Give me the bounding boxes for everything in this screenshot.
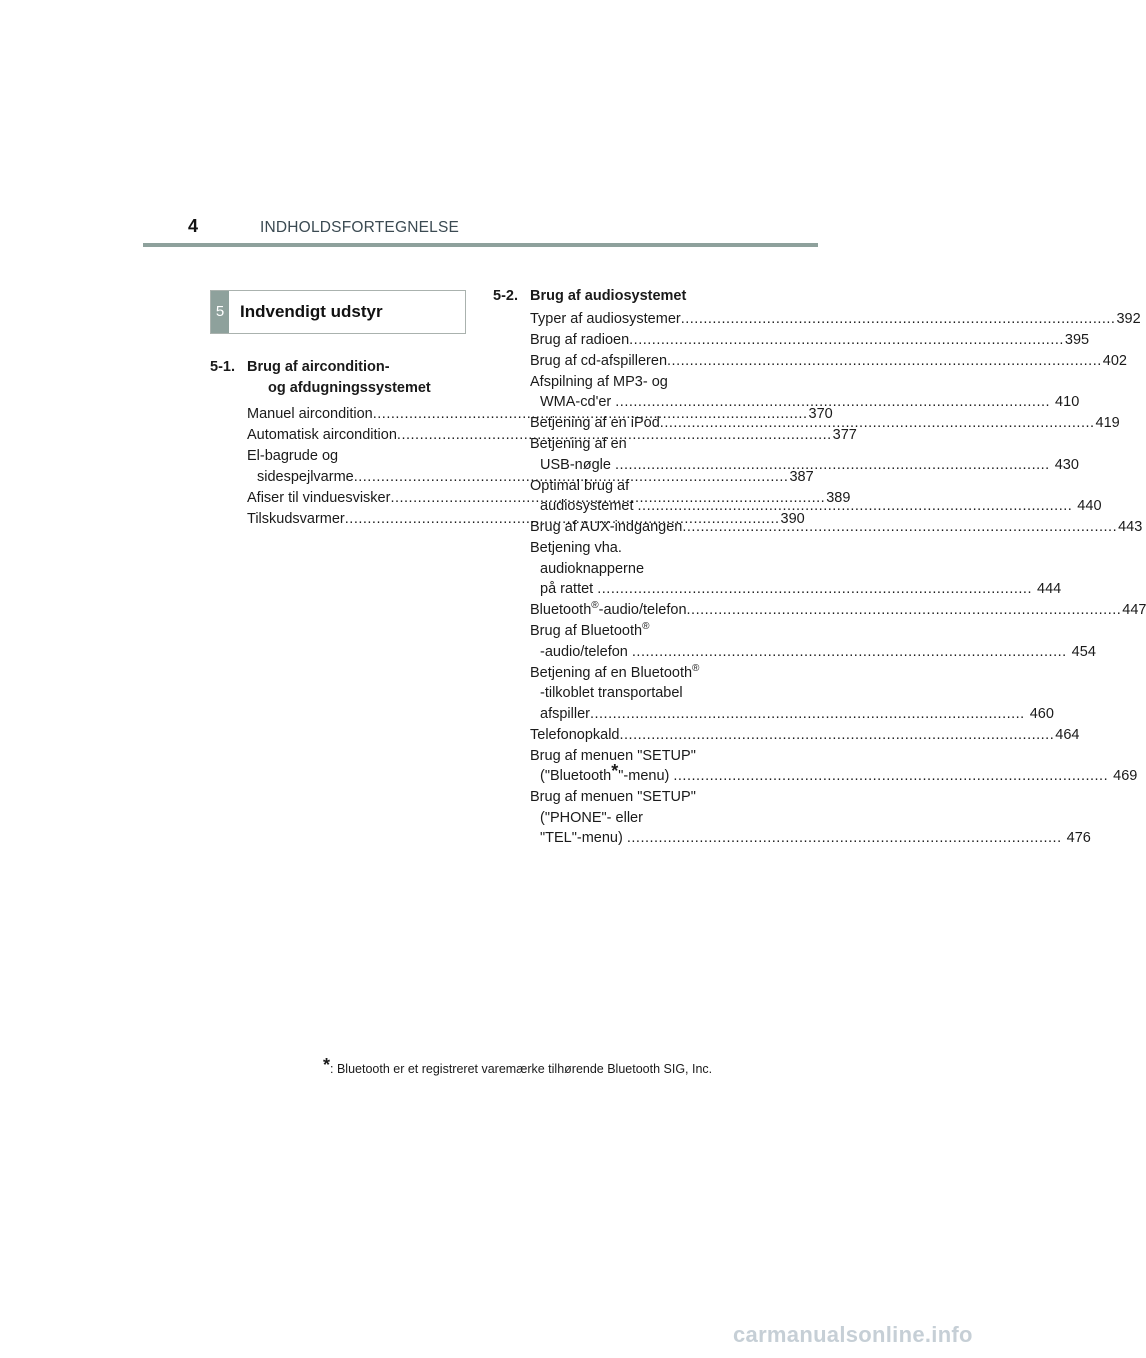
subsection-heading[interactable] [210,357,460,398]
toc-entry-text: Manuel aircondition [247,406,373,422]
toc-entry-text: Telefonopkald [530,726,620,743]
subsection-title-line: og afdugningssystemet [268,379,431,396]
toc-entry-text: Betjening af en iPod [530,415,660,431]
toc-entry-page: 387 [789,468,814,485]
section-title: Indvendigt udstyr [240,302,383,321]
toc-entry[interactable] [530,330,1090,351]
leader-dots [620,725,1055,746]
toc-entry-text: -audio/telefon [540,643,632,660]
toc-entry-text: -audio/telefon [598,602,687,618]
toc-entry-text: Betjening af en [530,436,627,452]
leader-dots [682,517,1117,538]
toc-entry[interactable] [530,621,1096,662]
subsection-number: 5-2. [493,288,518,304]
toc-entry-page: 447 [1122,602,1146,618]
toc-entry[interactable] [530,309,1141,330]
leader-dots [673,768,1108,784]
toc-entry-text: sidespejlvarme [257,468,354,485]
leader-dots [615,457,1050,473]
section-tab: 5 [211,291,229,333]
toc-entry-text: Brug af AUX-indgangen [530,519,683,535]
toc-entry-page: 390 [780,510,805,527]
leader-dots [590,706,1025,722]
leader-dots [627,830,1062,846]
toc-entry-page: 392 [1116,310,1141,327]
toc-entry-text: Brug af menuen "SETUP" [530,789,696,805]
toc-entry-text: audiosystemet [540,498,638,514]
toc-entry[interactable] [530,372,1080,413]
registered-mark: ® [692,662,700,674]
toc-entry-text: Brug af radioen [530,331,630,348]
toc-entry-text: Betjening af en Bluetooth [530,664,693,681]
footnote [323,1055,713,1076]
registered-mark: ® [591,600,599,611]
toc-entry-text: USB-nøgle [540,456,615,473]
toc-entry-page: 410 [1051,394,1080,410]
toc-entry-text: audioknapperne [540,560,645,577]
toc-entry-text: WMA-cd'er [540,394,616,410]
toc-entry-page: 444 [1032,581,1062,597]
toc-entry-text: -tilkoblet transportabel [540,685,683,701]
page-number: 4 [188,216,199,236]
toc-entry-text: "-menu) [618,768,674,784]
toc-entry-text: Optimal brug af [530,477,630,494]
toc-entry-page: 395 [1064,331,1090,348]
toc-entry-text: Bluetooth [530,602,592,618]
subsection-number: 5-1. [210,359,235,375]
footnote-text: : Bluetooth er et registreret varemærke tilhørende Bluetooth SIG, Inc. [330,1062,713,1076]
toc-entry-page: 389 [826,489,851,506]
subsection-heading[interactable] [493,286,743,307]
toc-entry-text: "TEL"-menu) [540,830,627,846]
subsection-title-line: Brug af aircondition- [247,359,390,375]
section-box [210,290,466,334]
running-head: INDHOLDSFORTEGNELSE [260,219,460,236]
toc-entry-text: Betjening vha. [530,540,622,556]
toc-entry-page: 460 [1025,705,1054,722]
toc-entry-page: 377 [832,427,857,443]
leader-dots [687,600,1122,621]
toc-entry-text: Afspilning af MP3- og [530,373,668,390]
watermark: carmanualsonline.info [733,1322,973,1347]
toc-entry[interactable] [530,662,1054,725]
toc-entry-text: Brug af menuen "SETUP" [530,747,696,764]
toc-entry-text: afspiller [540,705,590,722]
leader-dots [632,644,1067,660]
toc-entry[interactable] [530,725,1080,746]
toc-entry[interactable] [530,746,1138,787]
toc-entry-page: 476 [1062,830,1091,846]
toc-entry-text: Typer af audiosystemer [530,310,681,327]
leader-dots [638,498,1073,514]
toc-entry-text: ("PHONE"- eller [540,809,643,826]
leader-dots [660,413,1095,434]
asterisk-mark: * [611,761,619,781]
toc-entry-text: Automatisk aircondition [247,427,397,443]
footnote-asterisk: * [323,1055,331,1075]
toc-entry-page: 464 [1055,726,1080,743]
toc-entry[interactable] [530,600,1146,621]
toc-entry-page: 402 [1102,352,1127,369]
leader-dots [629,330,1064,351]
toc-entry[interactable] [530,787,1091,849]
toc-entry-page: 419 [1095,415,1120,431]
toc-entry-page: 443 [1118,519,1143,535]
subsection-title-line: Brug af audiosystemet [530,288,687,304]
toc-entry-page: 370 [808,406,833,422]
toc-entry-text: Brug af cd-afspilleren [530,352,668,369]
toc-entry[interactable] [530,351,1127,372]
leader-dots [597,581,1032,597]
toc-entry-text: Brug af Bluetooth [530,623,643,639]
toc-entry-text: El-bagrude og [247,448,339,464]
toc-entry-text: Tilskudsvarmer [247,510,345,527]
toc-entry-page: 430 [1050,456,1079,473]
toc-entry-text: ("Bluetooth [540,768,612,784]
leader-dots [667,351,1102,372]
header-rule [143,243,818,247]
leader-dots [681,309,1116,330]
registered-mark: ® [642,621,650,632]
toc-entry-page: 469 [1109,768,1138,784]
toc-entry-page: 454 [1067,643,1096,660]
toc-entry[interactable] [530,538,1062,600]
toc-entry-text: på rattet [540,581,598,597]
toc-entry-page: 440 [1073,498,1102,514]
leader-dots [615,394,1050,410]
toc-entry-text: Afiser til vinduesvisker [247,489,391,506]
